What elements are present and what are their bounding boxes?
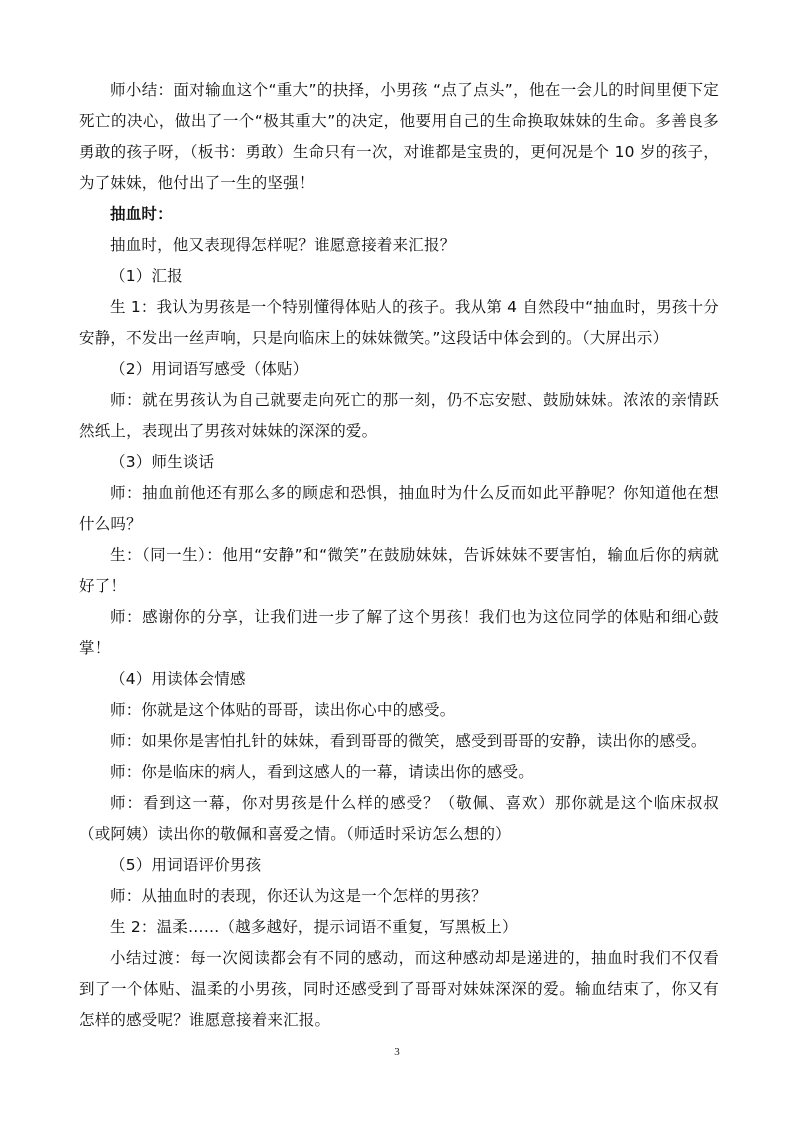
teacher-paragraph: 师：从抽血时的表现，你还认为这是一个怎样的男孩？ xyxy=(110,887,487,905)
teacher-paragraph: 师：你是临床的病人，看到这感人的一幕，请读出你的感受。 xyxy=(110,763,534,781)
document-body xyxy=(79,75,719,1036)
teacher-paragraph: 师：如果你是害怕扎针的妹妹，看到哥哥的微笑，感受到哥哥的安静，读出你的感受。 xyxy=(110,732,707,750)
question-paragraph: 抽血时，他又表现得怎样呢？谁愿意接着来汇报？ xyxy=(110,236,456,254)
student-paragraph: 生：（同一生）：他用“安静”和“微笑”在鼓励妹妹，告诉妹妹不要害怕，输血后你的病就好了！ xyxy=(79,546,719,595)
step-heading: （5）用词语评价男孩 xyxy=(110,856,262,874)
step-heading: （4）用读体会情感 xyxy=(110,670,246,688)
teacher-paragraph: 师：你就是这个体贴的哥哥，读出你心中的感受。 xyxy=(110,701,456,719)
teacher-paragraph: 师：看到这一幕，你对男孩是什么样的感受？（敬佩、喜欢）那你就是这个临床叔叔（或阿姨）读出你的敬佩和喜爱之情。（师适时采访怎么想的） xyxy=(79,794,719,843)
teacher-paragraph: 师：就在男孩认为自己就要走向死亡的那一刻，仍不忘安慰、鼓励妹妹。浓浓的亲情跃然纸上，表现出了男孩对妹妹的深深的爱。 xyxy=(79,391,719,440)
step-heading: （2）用词语写感受（体贴） xyxy=(110,360,309,378)
student-paragraph: 生 2：温柔……（越多越好，提示词语不重复，写黑板上） xyxy=(110,918,518,936)
teacher-summary-paragraph: 师小结：面对输血这个“重大”的抉择，小男孩 “点了点头”，他在一会儿的时间里便下定死亡的决心，做出了一个“极其重大”的决定，他要用自己的生命换取妹妹的生命。多善良多勇敢的孩子呀，（板书：勇敢）生命只有一次，对谁都是宝贵的，更何况是个 10 岁的孩子，为了妹妹，他付出了一生的坚强！ xyxy=(79,81,719,192)
teacher-paragraph: 师：抽血前他还有那么多的顾虑和恐惧，抽血时为什么反而如此平静呢？你知道他在想什么吗？ xyxy=(79,484,719,533)
section-heading: 抽血时： xyxy=(110,205,173,223)
step-heading: （3）师生谈话 xyxy=(110,453,215,471)
teacher-paragraph: 师：感谢你的分享，让我们进一步了解了这个男孩！我们也为这位同学的体贴和细心鼓掌！ xyxy=(79,608,719,657)
step-heading: （1）汇报 xyxy=(110,267,183,285)
page-number: 3 xyxy=(394,1046,400,1058)
student-paragraph: 生 1：我认为男孩是一个特别懂得体贴人的孩子。我从第 4 自然段中“抽血时，男孩十分安静，不发出一丝声响，只是向临床上的妹妹微笑。”这段话中体会到的。（大屏出示） xyxy=(79,298,719,347)
transition-summary-paragraph: 小结过渡：每一次阅读都会有不同的感动，而这种感动却是递进的，抽血时我们不仅看到了一个体贴、温柔的小男孩，同时还感受到了哥哥对妹妹深深的爱。输血结束了，你又有怎样的感受呢？谁愿意接着来汇报。 xyxy=(79,949,719,1029)
